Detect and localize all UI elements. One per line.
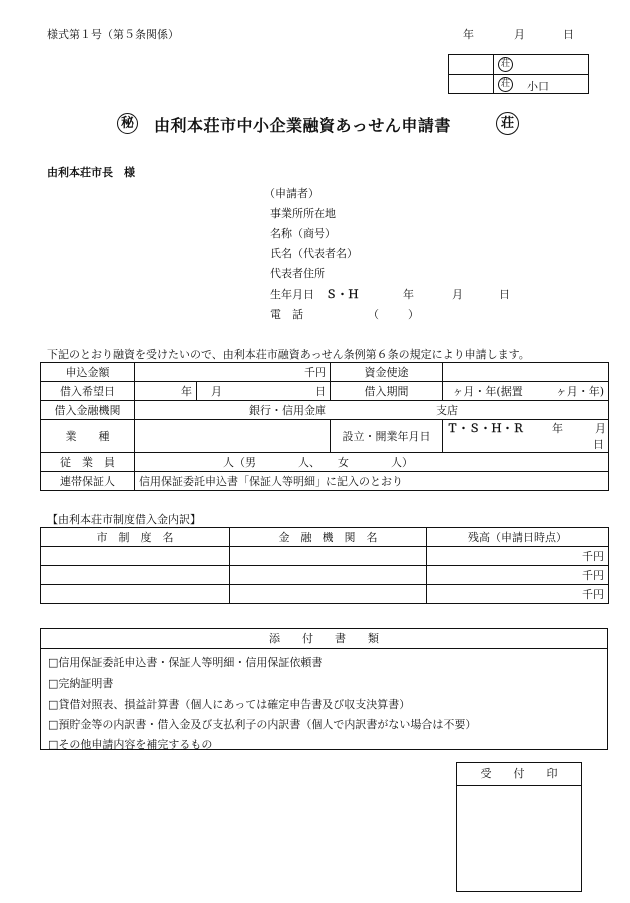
loan-balance-unit: 千円 xyxy=(582,588,604,601)
receipt-label: 受 付 印 xyxy=(457,763,581,786)
loan-system-cell[interactable] xyxy=(41,547,230,566)
founded-year-unit: 年 xyxy=(552,422,564,435)
founded-day-unit: 日 xyxy=(593,438,605,451)
birth-month-label: 月 xyxy=(452,288,463,301)
attachments-heading: 添 付 書 類 xyxy=(41,629,607,649)
amount-field[interactable] xyxy=(135,363,331,382)
attachments-box xyxy=(40,628,608,750)
purpose-field[interactable] xyxy=(443,363,609,382)
loan-bank-cell[interactable] xyxy=(230,566,427,585)
purpose-label: 資金使途 xyxy=(331,363,443,382)
secret-mark-icon: 秘 xyxy=(117,113,138,134)
attachment-item[interactable]: □貸借対照表、損益計算書（個人にあっては確定申告書及び収支決算書） xyxy=(48,698,411,711)
header-month-label: 月 xyxy=(514,28,525,41)
date-month-unit: 月 xyxy=(211,385,222,398)
page-title: 由利本荘市中小企業融資あっせん申請書 xyxy=(154,116,451,135)
attachment-item[interactable]: □預貯金等の内訳書・借入金及び支払利子の内訳書（個人で内訳書がない場合は不要） xyxy=(48,718,477,731)
birth-year-label: 年 xyxy=(403,288,414,301)
table-row xyxy=(41,420,609,453)
table-row xyxy=(41,453,609,472)
table-header-row xyxy=(41,528,609,547)
birthdate-label: 生年月日 xyxy=(270,288,314,301)
founded-field[interactable] xyxy=(443,420,609,453)
loan-system-cell[interactable] xyxy=(41,566,230,585)
employees-female-unit: 人） xyxy=(391,456,413,469)
date-label: 借入希望日 xyxy=(41,382,135,401)
employees-label: 従 業 員 xyxy=(41,453,135,472)
sou-title-mark-icon: 荘 xyxy=(496,112,519,135)
loan-balance-unit: 千円 xyxy=(582,550,604,563)
industry-field[interactable] xyxy=(135,420,331,453)
founded-month-unit: 月 xyxy=(595,422,607,435)
birth-day-label: 日 xyxy=(499,288,510,301)
birthdate-era: Ｓ・Ｈ xyxy=(326,288,359,301)
loan-balance-cell[interactable] xyxy=(427,547,609,566)
table-row xyxy=(41,472,609,491)
employees-male-unit: 人、 xyxy=(298,456,320,469)
table-row xyxy=(41,585,609,604)
phone-paren-open: （ xyxy=(368,308,379,321)
loan-system-cell[interactable] xyxy=(41,585,230,604)
application-table xyxy=(40,362,609,491)
phone-paren-close: ） xyxy=(408,308,419,321)
table-row xyxy=(41,382,609,401)
phone-label: 電 話 xyxy=(270,308,303,321)
header-day-label: 日 xyxy=(563,28,574,41)
col-bank-name: 金 融 機 関 名 xyxy=(230,528,427,547)
guarantor-field: 信用保証委託申込書「保証人等明細」に記入のとおり xyxy=(135,472,609,491)
business-address-label: 事業所所在地 xyxy=(270,207,336,220)
table-row xyxy=(41,566,609,585)
loan-balance-cell[interactable] xyxy=(427,585,609,604)
period-value: ヶ月・年(据置 ヶ月・年) xyxy=(452,385,605,398)
date-year-field[interactable] xyxy=(135,382,197,401)
company-name-label: 名称（商号） xyxy=(270,227,336,240)
table-row xyxy=(41,363,609,382)
sou-stamp-small-icon: 荘 xyxy=(498,77,513,92)
loan-balance-unit: 千円 xyxy=(582,569,604,582)
bank-field[interactable] xyxy=(135,401,609,420)
guarantor-label: 連帯保証人 xyxy=(41,472,135,491)
founded-era: Ｔ・Ｓ・Ｈ・Ｒ xyxy=(447,422,525,435)
period-label: 借入期間 xyxy=(331,382,443,401)
date-day-unit: 日 xyxy=(315,385,327,398)
small-loan-label: 小口 xyxy=(527,80,549,93)
header-year-label: 年 xyxy=(463,28,474,41)
addressee: 由利本荘市長 様 xyxy=(47,166,135,179)
col-system-name: 市 制 度 名 xyxy=(41,528,230,547)
table-row xyxy=(41,401,609,420)
applicant-heading: （申請者） xyxy=(264,187,319,200)
stamp-box xyxy=(448,54,589,94)
receipt-stamp-box xyxy=(456,762,582,892)
branch-value: 支店 xyxy=(436,404,458,417)
period-field[interactable] xyxy=(443,382,609,401)
date-year-unit: 年 xyxy=(181,385,192,398)
amount-label: 申込金額 xyxy=(41,363,135,382)
intro-text: 下記のとおり融資を受けたいので、由利本荘市融資あっせん条例第６条の規定により申請します。 xyxy=(47,348,530,361)
employees-female-label: 女 xyxy=(338,456,349,469)
industry-label: 業 種 xyxy=(41,420,135,453)
bank-value: 銀行・信用金庫 xyxy=(249,404,326,417)
attachment-item[interactable]: □信用保証委託申込書・保証人等明細・信用保証依頼書 xyxy=(48,656,323,669)
loans-heading: 【由利本荘市制度借入金内訳】 xyxy=(47,513,201,526)
representative-address-label: 代表者住所 xyxy=(270,267,325,280)
attachment-item[interactable]: □その他申請内容を補完するもの xyxy=(48,738,213,751)
employees-total-unit: 人 xyxy=(223,456,234,469)
bank-label: 借入金融機関 xyxy=(41,401,135,420)
loan-bank-cell[interactable] xyxy=(230,547,427,566)
loan-balance-cell[interactable] xyxy=(427,566,609,585)
col-balance: 残高（申請日時点） xyxy=(427,528,609,547)
amount-unit: 千円 xyxy=(304,366,327,379)
founded-label: 設立・開業年月日 xyxy=(331,420,443,453)
sou-stamp-icon: 荘 xyxy=(498,57,513,72)
table-row xyxy=(41,547,609,566)
date-month-day-field[interactable] xyxy=(197,382,331,401)
employees-male-label: （男 xyxy=(234,456,256,469)
employees-field[interactable] xyxy=(135,453,609,472)
representative-name-label: 氏名（代表者名） xyxy=(270,247,358,260)
loan-bank-cell[interactable] xyxy=(230,585,427,604)
form-number: 様式第１号（第５条関係） xyxy=(47,28,179,41)
attachment-item[interactable]: □完納証明書 xyxy=(48,677,114,690)
loans-table xyxy=(40,527,609,604)
